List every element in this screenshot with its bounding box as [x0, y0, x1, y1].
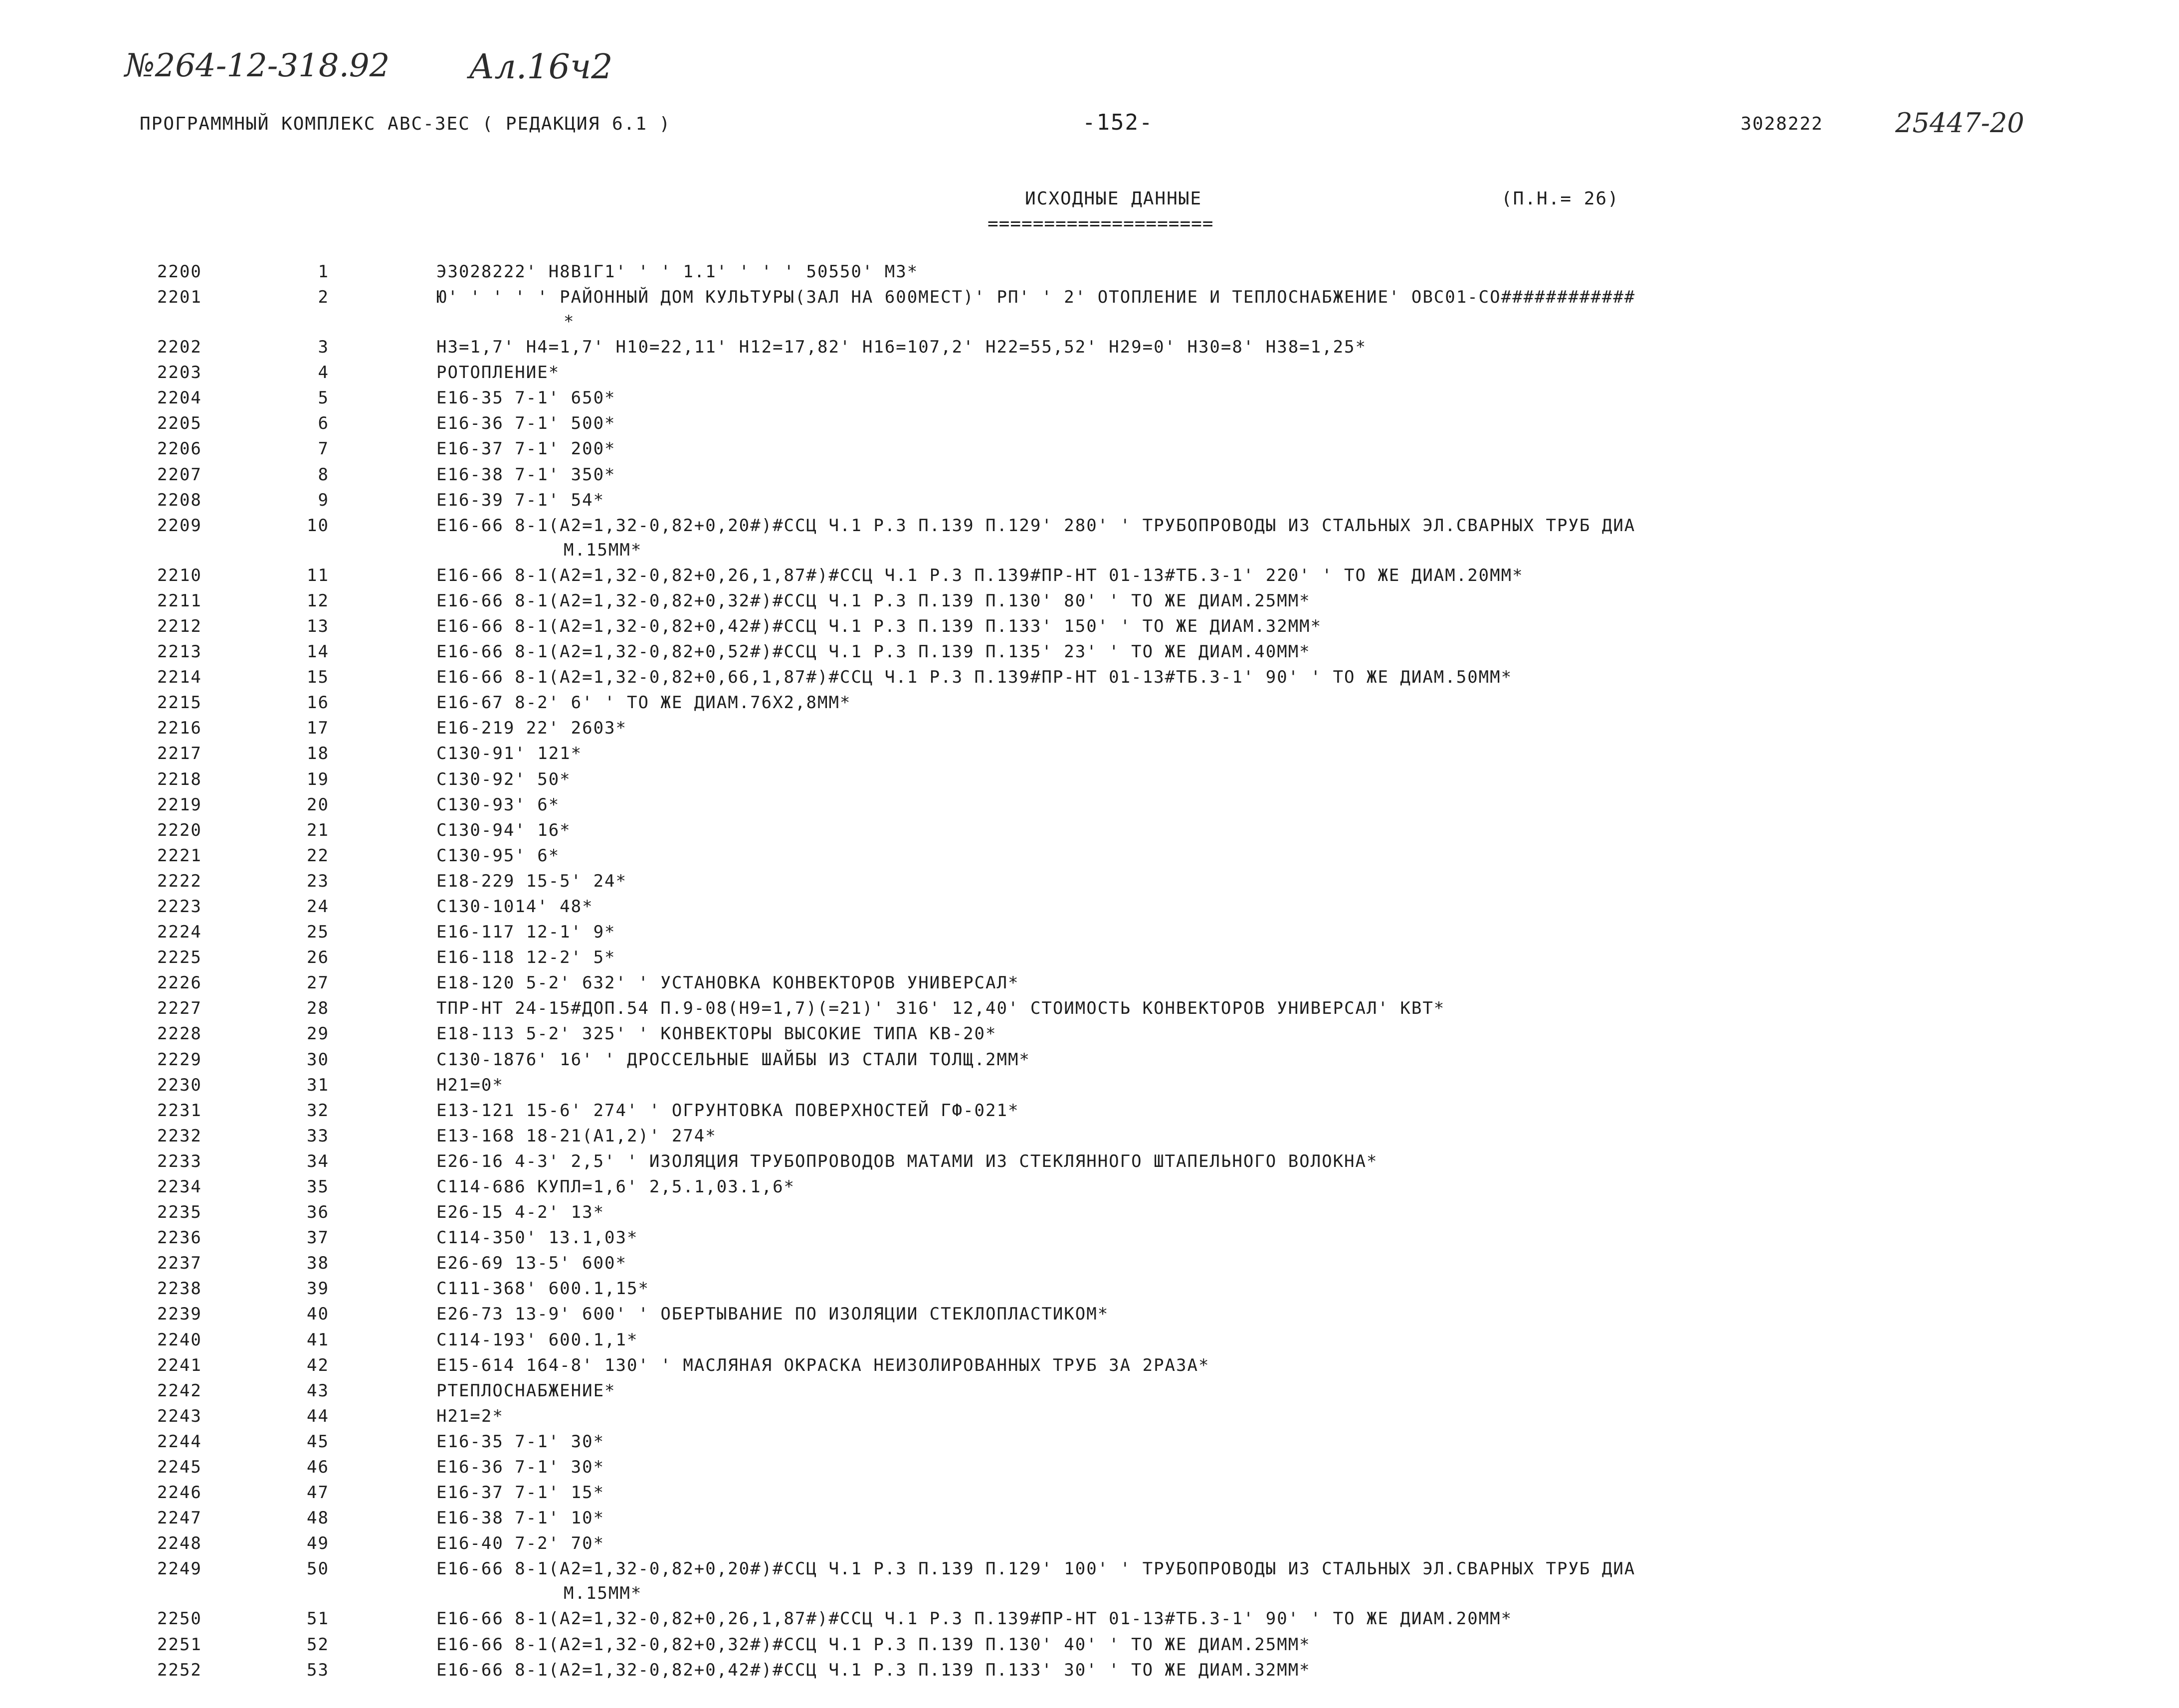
row-text: Н3=1,7' Н4=1,7' Н10=22,11' Н12=17,82' Н16=107,2' Н22=55,52' Н29=0' Н30=8' Н38=1,25* — [436, 337, 1367, 358]
row-line-number: 2222 — [157, 871, 202, 891]
row-sequence-number: 33 — [307, 1126, 329, 1146]
listing-row — [0, 1228, 2179, 1253]
row-text: ТПР-НТ 24-15#ДОП.54 П.9-08(Н9=1,7)(=21)' 316' 12,40' СТОИМОСТЬ КОНВЕКТОРОВ УНИВЕРСАЛ' КВТ* — [436, 998, 1445, 1019]
listing-row — [0, 998, 2179, 1024]
row-text: С111-368' 600.1,15* — [436, 1279, 649, 1299]
row-text: Е16-66 8-1(А2=1,32-0,82+0,32#)#ССЦ Ч.1 Р.3 П.139 П.130' 80' ' ТО ЖЕ ДИАМ.25ММ* — [436, 590, 1311, 611]
row-line-number: 2202 — [157, 337, 202, 358]
row-text: Е16-39 7-1' 54* — [436, 490, 605, 510]
row-line-number: 2210 — [157, 565, 202, 585]
row-sequence-number: 28 — [307, 998, 329, 1019]
row-line-number: 2229 — [157, 1049, 202, 1070]
row-text: Е16-36 7-1' 30* — [436, 1457, 605, 1478]
row-sequence-number: 1 — [318, 262, 329, 282]
listing-row — [0, 388, 2179, 413]
listing-row — [0, 1381, 2179, 1406]
listing-row — [0, 566, 2179, 591]
row-text: С130-1876' 16' ' ДРОССЕЛЬНЫЕ ШАЙБЫ ИЗ СТАЛИ ТОЛЩ.2ММ* — [436, 1049, 1030, 1070]
row-sequence-number: 11 — [307, 565, 329, 585]
row-line-number: 2206 — [157, 439, 202, 459]
row-line-number: 2211 — [157, 590, 202, 611]
row-sequence-number: 42 — [307, 1355, 329, 1375]
row-line-number: 2220 — [157, 820, 202, 840]
listing-row — [0, 1355, 2179, 1381]
row-line-number: 2212 — [157, 616, 202, 636]
row-text: Е16-66 8-1(А2=1,32-0,82+0,26,1,87#)#ССЦ Ч.1 Р.3 П.139#ПР-НТ 01-13#ТБ.3-1' 90' ' ТО ЖЕ ДИАМ.20ММ* — [436, 1609, 1513, 1629]
row-sequence-number: 20 — [307, 794, 329, 815]
row-sequence-number: 24 — [307, 896, 329, 917]
row-line-number: 2204 — [157, 388, 202, 408]
listing-row — [0, 337, 2179, 363]
listing-row — [0, 1635, 2179, 1660]
row-text: Ю' ' ' ' ' РАЙОННЫЙ ДОМ КУЛЬТУРЫ(ЗАЛ НА 600МЕСТ)' РП' ' 2' ОТОПЛЕНИЕ И ТЕПЛОСНАБЖЕНИЕ' ОВС01-СО############ — [436, 287, 1636, 308]
row-line-number: 2234 — [157, 1177, 202, 1197]
row-line-number: 2237 — [157, 1253, 202, 1274]
row-sequence-number: 21 — [307, 820, 329, 840]
row-text: Е16-66 8-1(А2=1,32-0,82+0,66,1,87#)#ССЦ Ч.1 Р.3 П.139#ПР-НТ 01-13#ТБ.3-1' 90' ' ТО ЖЕ ДИАМ.50ММ* — [436, 667, 1513, 688]
row-continuation: М.15ММ* — [564, 1583, 642, 1604]
row-sequence-number: 3 — [318, 337, 329, 358]
row-sequence-number: 18 — [307, 744, 329, 764]
listing-row — [0, 846, 2179, 871]
listing-row — [0, 718, 2179, 744]
row-text: РТЕПЛОСНАБЖЕНИЕ* — [436, 1380, 616, 1401]
row-sequence-number: 47 — [307, 1483, 329, 1503]
row-line-number: 2217 — [157, 744, 202, 764]
listing-row — [0, 1151, 2179, 1177]
row-line-number: 2205 — [157, 413, 202, 434]
row-sequence-number: 12 — [307, 590, 329, 611]
row-line-number: 2243 — [157, 1406, 202, 1426]
row-text: Е16-37 7-1' 200* — [436, 439, 616, 459]
row-line-number: 2236 — [157, 1228, 202, 1248]
listing-row — [0, 1024, 2179, 1049]
row-line-number: 2221 — [157, 845, 202, 866]
listing-row — [0, 693, 2179, 718]
row-line-number: 2215 — [157, 693, 202, 713]
row-line-number: 2207 — [157, 464, 202, 485]
row-sequence-number: 10 — [307, 515, 329, 536]
row-text: Е18-113 5-2' 325' ' КОНВЕКТОРЫ ВЫСОКИЕ ТИПА КВ-20* — [436, 1024, 997, 1044]
listing-row — [0, 1075, 2179, 1101]
row-line-number: 2238 — [157, 1279, 202, 1299]
listing-row — [0, 897, 2179, 922]
listing-row — [0, 1457, 2179, 1483]
section-title: ИСХОДНЫЕ ДАННЫЕ — [1025, 189, 1202, 209]
row-line-number: 2232 — [157, 1126, 202, 1146]
row-text: С130-92' 50* — [436, 769, 571, 789]
row-line-number: 2200 — [157, 262, 202, 282]
listing-row — [0, 439, 2179, 464]
row-text: Е16-66 8-1(А2=1,32-0,82+0,52#)#ССЦ Ч.1 Р.3 П.139 П.135' 23' ' ТО ЖЕ ДИАМ.40ММ* — [436, 642, 1311, 662]
page-number: -152- — [1082, 110, 1154, 135]
listing-row — [0, 973, 2179, 998]
row-line-number: 2235 — [157, 1202, 202, 1223]
row-text: Е16-118 12-2' 5* — [436, 948, 616, 968]
row-line-number: 2247 — [157, 1508, 202, 1528]
row-sequence-number: 23 — [307, 871, 329, 891]
row-text: Е16-66 8-1(А2=1,32-0,82+0,26,1,87#)#ССЦ Ч.1 Р.3 П.139#ПР-НТ 01-13#ТБ.3-1' 220' ' ТО ЖЕ ДИАМ.20ММ* — [436, 565, 1524, 585]
row-sequence-number: 5 — [318, 388, 329, 408]
row-sequence-number: 50 — [307, 1559, 329, 1579]
row-line-number: 2244 — [157, 1431, 202, 1452]
listing-row — [0, 769, 2179, 795]
listing-row — [0, 795, 2179, 820]
row-line-number: 2219 — [157, 794, 202, 815]
row-line-number: 2233 — [157, 1151, 202, 1171]
listing-row — [0, 465, 2179, 490]
row-sequence-number: 36 — [307, 1202, 329, 1223]
row-sequence-number: 22 — [307, 845, 329, 866]
listing-row — [0, 1533, 2179, 1559]
row-line-number: 2225 — [157, 948, 202, 968]
row-line-number: 2223 — [157, 896, 202, 917]
row-line-number: 2216 — [157, 718, 202, 739]
document-number: 3028222 — [1741, 114, 1823, 134]
row-sequence-number: 46 — [307, 1457, 329, 1478]
row-text: Е18-120 5-2' 632' ' УСТАНОВКА КОНВЕКТОРОВ УНИВЕРСАЛ* — [436, 973, 1019, 993]
handwritten-code: 25447-20 — [1895, 107, 2024, 139]
row-text: Е26-15 4-2' 13* — [436, 1202, 605, 1223]
row-sequence-number: 8 — [318, 464, 329, 485]
row-text: Е16-66 8-1(А2=1,32-0,82+0,32#)#ССЦ Ч.1 Р.3 П.139 П.130' 40' ' ТО ЖЕ ДИАМ.25ММ* — [436, 1634, 1311, 1655]
row-line-number: 2226 — [157, 973, 202, 993]
listing-row — [0, 871, 2179, 897]
row-line-number: 2250 — [157, 1609, 202, 1629]
row-text: Э3028222' Н8В1Г1' ' ' 1.1' ' ' ' 50550' М3* — [436, 262, 919, 282]
row-sequence-number: 31 — [307, 1075, 329, 1095]
row-sequence-number: 39 — [307, 1279, 329, 1299]
row-continuation: * — [564, 312, 575, 332]
listing-row — [0, 744, 2179, 769]
row-sequence-number: 52 — [307, 1634, 329, 1655]
listing-row — [0, 1432, 2179, 1457]
listing-row — [0, 642, 2179, 667]
row-text: С130-1014' 48* — [436, 896, 594, 917]
listing-row — [0, 262, 2179, 287]
listing-row — [0, 1483, 2179, 1508]
listing-row — [0, 1253, 2179, 1279]
row-text: Е16-219 22' 2603* — [436, 718, 627, 739]
listing-row — [0, 287, 2179, 337]
row-text: Е16-38 7-1' 10* — [436, 1508, 605, 1528]
row-line-number: 2240 — [157, 1329, 202, 1350]
row-text: Е16-66 8-1(А2=1,32-0,82+0,42#)#ССЦ Ч.1 Р.3 П.139 П.133' 150' ' ТО ЖЕ ДИАМ.32ММ* — [436, 616, 1322, 636]
row-sequence-number: 37 — [307, 1228, 329, 1248]
row-sequence-number: 45 — [307, 1431, 329, 1452]
row-line-number: 2239 — [157, 1304, 202, 1325]
row-line-number: 2209 — [157, 515, 202, 536]
row-text: РОТОПЛЕНИЕ* — [436, 363, 560, 383]
row-text: Е16-117 12-1' 9* — [436, 922, 616, 943]
row-sequence-number: 38 — [307, 1253, 329, 1274]
row-text: С114-350' 13.1,03* — [436, 1228, 638, 1248]
row-sequence-number: 44 — [307, 1406, 329, 1426]
row-sequence-number: 13 — [307, 616, 329, 636]
row-text: Н21=0* — [436, 1075, 504, 1095]
row-sequence-number: 53 — [307, 1660, 329, 1680]
listing-row — [0, 1660, 2179, 1686]
listing-row — [0, 1304, 2179, 1329]
row-text: С130-91' 121* — [436, 744, 583, 764]
section-reference: (П.Н.= 26) — [1501, 189, 1619, 209]
row-text: Н21=2* — [436, 1406, 504, 1426]
row-text: Е16-67 8-2' 6' ' ТО ЖЕ ДИАМ.76Х2,8ММ* — [436, 693, 851, 713]
listing-row — [0, 591, 2179, 616]
row-sequence-number: 4 — [318, 363, 329, 383]
row-line-number: 2224 — [157, 922, 202, 943]
section-title-underline: ==================== — [988, 213, 1214, 234]
row-text: Е26-16 4-3' 2,5' ' ИЗОЛЯЦИЯ ТРУБОПРОВОДОВ МАТАМИ ИЗ СТЕКЛЯННОГО ШТАПЕЛЬНОГО ВОЛОКНА* — [436, 1151, 1378, 1171]
row-text: С114-193' 600.1,1* — [436, 1329, 638, 1350]
row-line-number: 2213 — [157, 642, 202, 662]
row-text: Е26-69 13-5' 600* — [436, 1253, 627, 1274]
row-line-number: 2203 — [157, 363, 202, 383]
row-line-number: 2241 — [157, 1355, 202, 1375]
row-text: Е16-37 7-1' 15* — [436, 1483, 605, 1503]
row-line-number: 2245 — [157, 1457, 202, 1478]
row-text: Е16-66 8-1(А2=1,32-0,82+0,42#)#ССЦ Ч.1 Р.3 П.139 П.133' 30' ' ТО ЖЕ ДИАМ.32ММ* — [436, 1660, 1311, 1680]
row-sequence-number: 48 — [307, 1508, 329, 1528]
row-sequence-number: 26 — [307, 948, 329, 968]
program-header: ПРОГРАММНЫЙ КОМПЛЕКС АВС-3ЕС ( РЕДАКЦИЯ 6.1 ) — [140, 114, 671, 134]
listing-row — [0, 948, 2179, 973]
row-text: Е16-66 8-1(А2=1,32-0,82+0,20#)#ССЦ Ч.1 Р.3 П.139 П.129' 100' ' ТРУБОПРОВОДЫ ИЗ СТАЛЬНЫХ ЭЛ.СВАРНЫХ ТРУБ ДИА — [436, 1559, 1636, 1579]
row-line-number: 2251 — [157, 1634, 202, 1655]
row-text: Е18-229 15-5' 24* — [436, 871, 627, 891]
listing-row — [0, 413, 2179, 439]
listing-row — [0, 1508, 2179, 1533]
row-text: С130-94' 16* — [436, 820, 571, 840]
row-line-number: 2246 — [157, 1483, 202, 1503]
row-line-number: 2218 — [157, 769, 202, 789]
row-sequence-number: 41 — [307, 1329, 329, 1350]
row-sequence-number: 19 — [307, 769, 329, 789]
row-line-number: 2214 — [157, 667, 202, 688]
listing-row — [0, 1330, 2179, 1355]
handwritten-album: Ал.16ч2 — [469, 47, 613, 87]
data-listing — [0, 262, 2179, 1686]
row-text: С130-93' 6* — [436, 794, 560, 815]
handwritten-doc-number: №264-12-318.92 — [125, 47, 390, 84]
row-sequence-number: 51 — [307, 1609, 329, 1629]
row-text: Е13-121 15-6' 274' ' ОГРУНТОВКА ПОВЕРХНОСТЕЙ ГФ-021* — [436, 1100, 1019, 1121]
listing-row — [0, 820, 2179, 846]
row-sequence-number: 43 — [307, 1380, 329, 1401]
row-sequence-number: 15 — [307, 667, 329, 688]
row-line-number: 2201 — [157, 287, 202, 308]
row-sequence-number: 7 — [318, 439, 329, 459]
row-sequence-number: 32 — [307, 1100, 329, 1121]
row-sequence-number: 40 — [307, 1304, 329, 1325]
row-sequence-number: 34 — [307, 1151, 329, 1171]
row-text: С130-95' 6* — [436, 845, 560, 866]
row-text: Е13-168 18-21(А1,2)' 274* — [436, 1126, 717, 1146]
row-line-number: 2227 — [157, 998, 202, 1019]
row-text: Е16-35 7-1' 30* — [436, 1431, 605, 1452]
listing-row — [0, 1177, 2179, 1202]
row-sequence-number: 30 — [307, 1049, 329, 1070]
row-text: Е16-66 8-1(А2=1,32-0,82+0,20#)#ССЦ Ч.1 Р.3 П.139 П.129' 280' ' ТРУБОПРОВОДЫ ИЗ СТАЛЬНЫХ ЭЛ.СВАРНЫХ ТРУБ ДИА — [436, 515, 1636, 536]
listing-row — [0, 363, 2179, 388]
row-line-number: 2228 — [157, 1024, 202, 1044]
row-sequence-number: 25 — [307, 922, 329, 943]
listing-row — [0, 1406, 2179, 1432]
row-text: Е16-36 7-1' 500* — [436, 413, 616, 434]
listing-row — [0, 1101, 2179, 1126]
row-line-number: 2231 — [157, 1100, 202, 1121]
listing-row — [0, 490, 2179, 516]
row-line-number: 2252 — [157, 1660, 202, 1680]
listing-row — [0, 1050, 2179, 1075]
listing-row — [0, 1559, 2179, 1609]
row-sequence-number: 49 — [307, 1533, 329, 1554]
row-sequence-number: 29 — [307, 1024, 329, 1044]
row-sequence-number: 17 — [307, 718, 329, 739]
listing-row — [0, 922, 2179, 948]
row-line-number: 2242 — [157, 1380, 202, 1401]
row-text: Е15-614 164-8' 130' ' МАСЛЯНАЯ ОКРАСКА НЕИЗОЛИРОВАННЫХ ТРУБ ЗА 2РАЗА* — [436, 1355, 1210, 1375]
row-text: Е16-38 7-1' 350* — [436, 464, 616, 485]
listing-row — [0, 1202, 2179, 1228]
row-sequence-number: 9 — [318, 490, 329, 510]
row-sequence-number: 6 — [318, 413, 329, 434]
row-sequence-number: 35 — [307, 1177, 329, 1197]
listing-row — [0, 516, 2179, 566]
row-text: Е26-73 13-9' 600' ' ОБЕРТЫВАНИЕ ПО ИЗОЛЯЦИИ СТЕКЛОПЛАСТИКОМ* — [436, 1304, 1109, 1325]
row-sequence-number: 2 — [318, 287, 329, 308]
listing-row — [0, 667, 2179, 693]
row-sequence-number: 16 — [307, 693, 329, 713]
listing-row — [0, 616, 2179, 642]
row-line-number: 2208 — [157, 490, 202, 510]
row-line-number: 2249 — [157, 1559, 202, 1579]
listing-row — [0, 1126, 2179, 1151]
row-sequence-number: 27 — [307, 973, 329, 993]
row-text: С114-686 КУПЛ=1,6' 2,5.1,03.1,6* — [436, 1177, 795, 1197]
row-text: Е16-35 7-1' 650* — [436, 388, 616, 408]
row-continuation: М.15ММ* — [564, 540, 642, 560]
row-text: Е16-40 7-2' 70* — [436, 1533, 605, 1554]
listing-row — [0, 1609, 2179, 1634]
row-sequence-number: 14 — [307, 642, 329, 662]
listing-row — [0, 1279, 2179, 1304]
row-line-number: 2248 — [157, 1533, 202, 1554]
row-line-number: 2230 — [157, 1075, 202, 1095]
